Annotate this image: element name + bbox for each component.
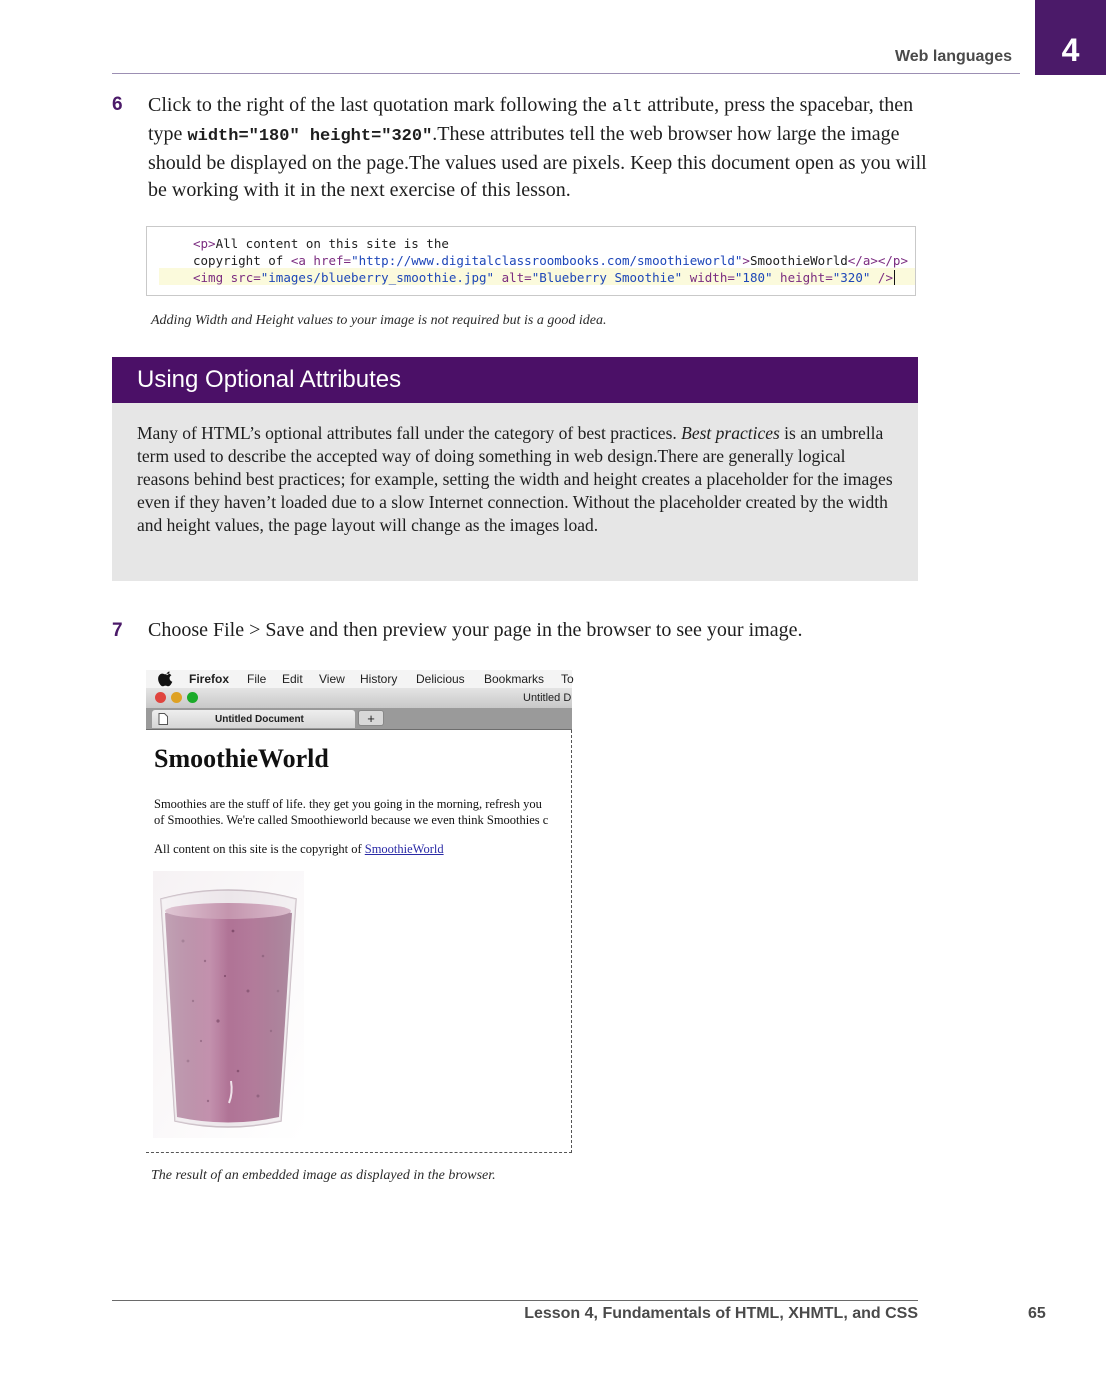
sidebar-title: Using Optional Attributes bbox=[137, 366, 402, 393]
copyright-text: All content on this site is the copyright of bbox=[154, 842, 365, 856]
step-6-text-part: .These attributes tell the web browser how large the image should be displayed on the page.The values used are pixels. Keep this document open as you will be working with it in the next exercise of this lesson. bbox=[148, 123, 927, 201]
browser-screenshot bbox=[146, 670, 572, 1153]
code-line-2 bbox=[193, 253, 908, 268]
code-token: <a bbox=[290, 253, 314, 268]
minimize-dot-icon[interactable] bbox=[171, 692, 182, 703]
step-6-text-part: attribute, press the spacebar, then type bbox=[148, 94, 914, 145]
sidebar-emphasis: Best practices bbox=[681, 423, 780, 443]
header-rule bbox=[112, 73, 1020, 74]
footer-rule bbox=[112, 1300, 918, 1301]
code-token: "180" bbox=[734, 270, 773, 285]
menu-history[interactable]: History bbox=[360, 672, 398, 686]
blueberry-smoothie-image bbox=[153, 871, 304, 1138]
code-token: "Blueberry Smoothie" bbox=[531, 270, 683, 285]
code-token: src= bbox=[230, 270, 261, 285]
code-token: "images/blueberry_smoothie.jpg" bbox=[260, 270, 495, 285]
tab-untitled-document[interactable] bbox=[152, 710, 355, 728]
figure-caption-1: Adding Width and Height values to your image is not required but is a good idea. bbox=[151, 313, 607, 328]
text-cursor bbox=[894, 270, 895, 285]
sidebar-paragraph bbox=[137, 422, 897, 537]
close-dot-icon[interactable] bbox=[155, 692, 166, 703]
mac-menu-bar bbox=[146, 670, 572, 689]
code-line-1 bbox=[193, 236, 449, 251]
sidebar-body bbox=[112, 403, 918, 581]
smoothieworld-link[interactable]: SmoothieWorld bbox=[364, 842, 444, 856]
site-paragraph-line-2: of Smoothies. We're called Smoothieworld because we even think Smoothies c bbox=[154, 813, 549, 827]
step-number-7: 7 bbox=[112, 620, 123, 641]
inline-code-attrs: width="180" height="320" bbox=[187, 127, 433, 146]
site-heading: SmoothieWorld bbox=[154, 744, 329, 773]
document-icon bbox=[158, 713, 168, 728]
code-token: <img bbox=[193, 270, 231, 285]
step-6-text-part: Click to the right of the last quotation mark following the bbox=[148, 94, 612, 116]
code-token: All content on this site is the bbox=[215, 236, 449, 251]
tab-bar bbox=[146, 708, 572, 730]
code-token: alt= bbox=[494, 270, 532, 285]
running-head: Web languages bbox=[894, 48, 1012, 65]
sidebar-title-bar bbox=[112, 357, 918, 403]
menu-firefox[interactable]: Firefox bbox=[189, 672, 230, 686]
code-token: SmoothieWorld bbox=[749, 253, 848, 268]
code-token: "http://www.digitalclassroombooks.com/smoothieworld" bbox=[351, 253, 743, 268]
window-title: Untitled D bbox=[523, 692, 572, 704]
sidebar-text: is an umbrella term used to describe the accepted way of doing something in web design.There are generally logical reasons behind best practices; for example, setting the width and height creates a placeholder for the images even if they haven’t loaded due to a slow Internet connection. Without the placeholder created by the width and height values, the page layout will change as the images load. bbox=[137, 423, 893, 535]
code-token: </a></p> bbox=[847, 253, 908, 268]
code-editor-snippet bbox=[146, 226, 916, 296]
window-title-bar bbox=[146, 688, 572, 708]
site-paragraph-line-1: Smoothies are the stuff of life. they get you going in the morning, refresh you bbox=[154, 797, 542, 811]
code-token: "320" bbox=[832, 270, 871, 285]
new-tab-button[interactable]: + bbox=[358, 710, 384, 726]
code-token: href= bbox=[313, 253, 352, 268]
inline-code-alt: alt bbox=[611, 98, 643, 117]
code-token: <p> bbox=[193, 236, 216, 251]
chapter-tab: 4 bbox=[1035, 0, 1106, 75]
code-token: copyright of bbox=[193, 253, 291, 268]
menu-tools[interactable]: To bbox=[561, 672, 574, 686]
code-token: /> bbox=[870, 270, 893, 285]
menu-file[interactable]: File bbox=[247, 672, 267, 686]
menu-edit[interactable]: Edit bbox=[282, 672, 303, 686]
site-copyright-line bbox=[154, 841, 444, 857]
footer-lesson-title: Lesson 4, Fundamentals of HTML, XHMTL, and CSS bbox=[524, 1305, 918, 1322]
tab-label: Untitled Document bbox=[215, 714, 304, 725]
sidebar-text: Many of HTML’s optional attributes fall under the category of best practices. bbox=[137, 423, 682, 443]
figure-caption-2: The result of an embedded image as displayed in the browser. bbox=[151, 1168, 496, 1183]
code-line-3 bbox=[193, 270, 895, 285]
step-7-text: Choose File > Save and then preview your page in the browser to see your image. bbox=[148, 619, 803, 641]
menu-bookmarks[interactable]: Bookmarks bbox=[484, 672, 545, 686]
code-token: width= bbox=[682, 270, 735, 285]
step-number-6: 6 bbox=[112, 94, 123, 115]
code-token: > bbox=[742, 253, 750, 268]
code-token: height= bbox=[772, 270, 833, 285]
menu-delicious[interactable]: Delicious bbox=[416, 672, 465, 686]
apple-icon bbox=[160, 671, 173, 689]
page-number: 65 bbox=[1028, 1305, 1046, 1322]
step-6-text bbox=[148, 92, 928, 204]
zoom-dot-icon[interactable] bbox=[187, 692, 198, 703]
menu-view[interactable]: View bbox=[319, 672, 345, 686]
